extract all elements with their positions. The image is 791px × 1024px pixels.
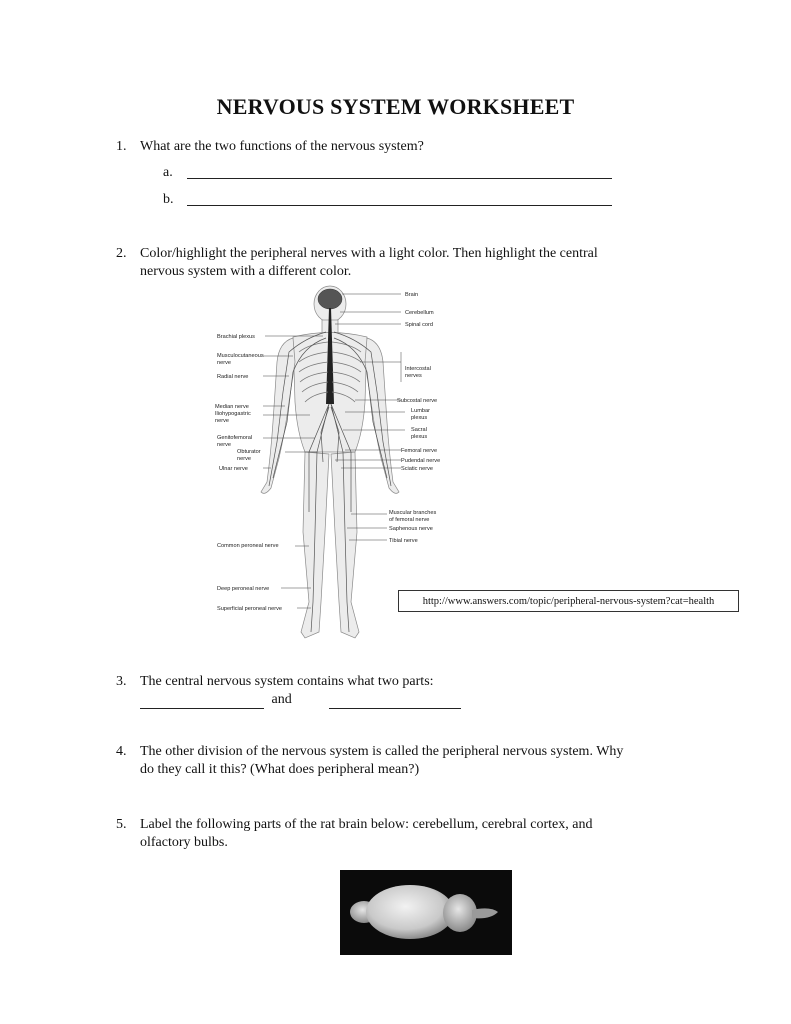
label-deep-peroneal: Deep peroneal nerve (217, 586, 270, 592)
answer-blank[interactable] (187, 205, 612, 206)
label-sacral: Sacral (411, 427, 427, 433)
answer-line-b[interactable] (0, 192, 791, 210)
question-number: 4. (116, 744, 127, 759)
question-text: The central nervous system contains what two parts: (140, 674, 434, 689)
label-musculocutaneous-2: nerve (217, 360, 231, 366)
label-sciatic: Sciatic nerve (401, 466, 434, 472)
label-femoral: Femoral nerve (401, 448, 438, 454)
question-5 (0, 816, 791, 856)
label-muscular-branches-2: of femoral nerve (389, 517, 430, 523)
question-text: Color/highlight the peripheral nerves with a light color. Then highlight the central (140, 246, 598, 261)
label-muscular-branches: Muscular branches (389, 510, 437, 516)
question-3 (0, 673, 791, 713)
label-intercostal: Intercostal (405, 366, 431, 372)
answer-row (140, 691, 461, 709)
source-url-box: http://www.answers.com/topic/peripheral-nervous-system?cat=health (398, 590, 739, 612)
label-pudendal: Pudendal nerve (401, 458, 441, 464)
label-saphenous: Saphenous nerve (389, 526, 433, 532)
label-iliohypogastric-2: nerve (215, 418, 229, 424)
question-4 (0, 743, 791, 783)
label-brain: Brain (405, 292, 419, 298)
label-iliohypogastric: Iliohypogastric (215, 411, 251, 417)
label-intercostal-2: nerves (405, 373, 422, 379)
question-text: What are the two functions of the nervous system? (140, 139, 424, 154)
answer-label: b. (163, 192, 174, 207)
label-brachial-plexus: Brachial plexus (217, 334, 255, 340)
label-median-nerve: Median nerve (215, 404, 249, 410)
question-number: 1. (116, 139, 127, 154)
question-number: 2. (116, 246, 127, 261)
question-1 (0, 138, 791, 158)
label-lumbar-2: plexus (411, 415, 428, 421)
label-lumbar: Lumbar (411, 408, 430, 414)
rat-brain-image (340, 870, 512, 955)
label-subcostal: Subcostal nerve (397, 398, 438, 404)
label-obturator-2: nerve (237, 456, 251, 462)
question-2 (0, 245, 791, 285)
label-obturator: Obturator (237, 449, 261, 455)
question-text: The other division of the nervous system is called the peripheral nervous system. Why (140, 744, 624, 759)
answer-blank-1[interactable] (140, 694, 264, 709)
label-spinal-cord: Spinal cord (405, 322, 433, 328)
label-tibial: Tibial nerve (389, 538, 418, 544)
label-cerebellum: Cerebellum (405, 310, 434, 316)
answer-label: a. (163, 165, 173, 180)
answer-line-a[interactable] (0, 165, 791, 183)
question-number: 3. (116, 674, 127, 689)
label-genitofemoral: Genitofemoral (217, 435, 253, 441)
question-number: 5. (116, 817, 127, 832)
question-text-cont: olfactory bulbs. (140, 835, 228, 850)
conjunction-text: and (271, 692, 292, 707)
question-text-cont: do they call it this? (What does peripheral mean?) (140, 762, 420, 777)
label-musculocutaneous: Musculocutaneous (217, 353, 264, 359)
label-superficial-peroneal: Superficial peroneal nerve (217, 606, 282, 612)
label-common-peroneal: Common peroneal nerve (217, 543, 279, 549)
rat-brain-photo (340, 870, 512, 955)
question-text-cont: nervous system with a different color. (140, 264, 352, 279)
question-text: Label the following parts of the rat brain below: cerebellum, cerebral cortex, and (140, 817, 593, 832)
answer-blank[interactable] (187, 178, 612, 179)
label-ulnar-nerve: Ulnar nerve (219, 466, 248, 472)
label-radial-nerve: Radial nerve (217, 374, 249, 380)
page-title: NERVOUS SYSTEM WORKSHEET (216, 94, 575, 119)
answer-blank-2[interactable] (329, 694, 461, 709)
label-genitofemoral-2: nerve (217, 442, 231, 448)
label-sacral-2: plexus (411, 434, 428, 440)
